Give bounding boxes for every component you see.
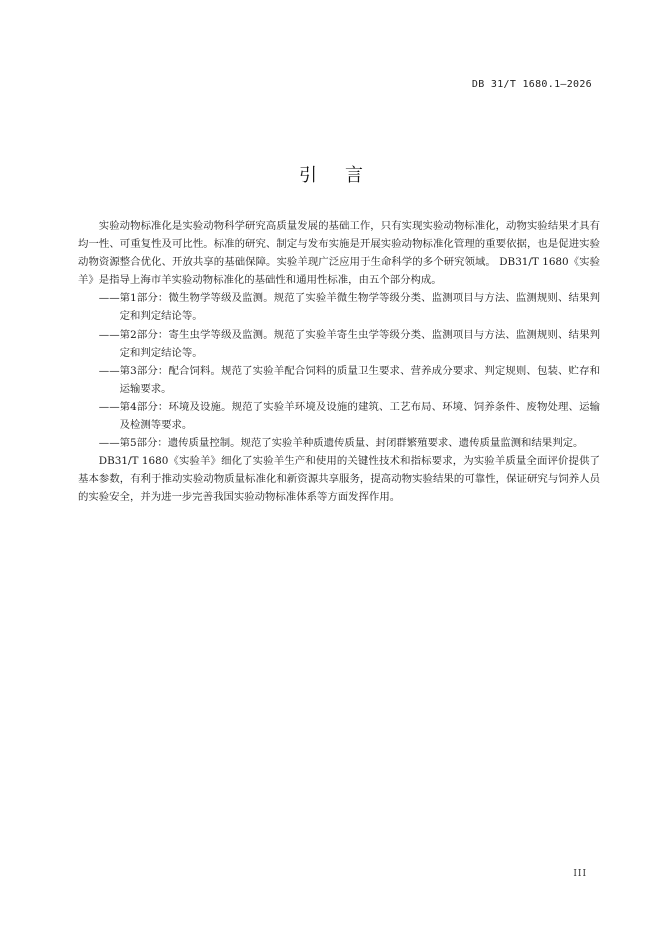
- part-text: 第4部分：环境及设施。规范了实验羊环境及设施的建筑、工艺布局、环境、饲养条件、废物处理、运输及检测等要求。: [119, 400, 600, 432]
- list-item: [78, 434, 600, 452]
- page-title: 引言: [299, 165, 391, 186]
- dash-marker: ——: [98, 328, 120, 341]
- document-code: DB 31/T 1680.1—2026: [471, 79, 592, 90]
- part-text: 第5部分：遗传质量控制。规范了实验羊种质遗传质量、封闭群繁殖要求、遗传质量监测和结果判定。: [119, 437, 584, 450]
- list-item: [78, 326, 600, 362]
- list-item: [78, 289, 600, 325]
- intro-paragraph: 实验动物标准化是实验动物科学研究高质量发展的基础工作，只有实现实验动物标准化，动物实验结果才具有均一性、可重复性及可比性。标准的研究、制定与发布实施是开展实验动物标准化管理的重要依据，也是促进实验动物资源整合优化、开放共享的基础保障。实验羊现广泛应用于生命科学的多个研究领域。 DB31/T 1680《实验羊》是指导上海市羊实验动物标准化的基础性和通用性标准，由五个部分构成。: [78, 220, 600, 287]
- list-item: [78, 362, 600, 398]
- document-body: [78, 217, 600, 507]
- part-text: 第3部分：配合饲料。规范了实验羊配合饲料的质量卫生要求、营养成分要求、判定规则、包装、贮存和运输要求。: [119, 364, 600, 395]
- dash-marker: ——: [98, 292, 120, 305]
- closing-paragraph: DB31/T 1680《实验羊》细化了实验羊生产和使用的关键性技术和指标要求，为实验羊质量全面评价提供了基本参数，有利于推动实验动物质量标准化和新资源共享服务，提高动物实验结果的可靠性，保证研究与饲养人员的实验安全，并为进一步完善我国实验动物标准体系等方面发挥作用。: [78, 455, 600, 504]
- part-text: 第2部分：寄生虫学等级及监测。规范了实验羊寄生虫学等级分类、监测项目与方法、监测规则、结果判定和判定结论等。: [119, 328, 600, 359]
- part-text: 第1部分：微生物学等级及监测。规范了实验羊微生物学等级分类、监测项目与方法、监测规则、结果判定和判定结论等。: [119, 292, 600, 323]
- dash-marker: ——: [98, 400, 120, 413]
- list-item: [78, 398, 600, 434]
- dash-marker: ——: [98, 437, 120, 450]
- page-number: III: [573, 869, 587, 879]
- dash-marker: ——: [98, 364, 120, 377]
